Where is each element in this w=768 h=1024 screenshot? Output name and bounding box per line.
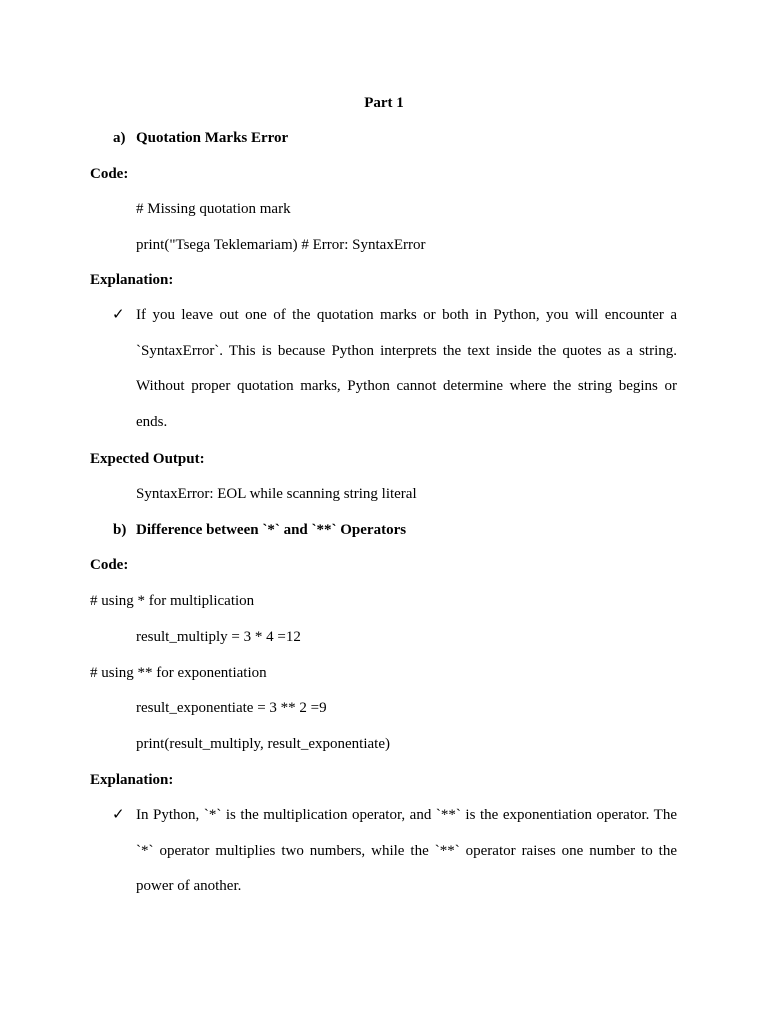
section-b-heading: Difference between `*` and `**` Operators [136,522,407,538]
page-title: Part 1 [364,95,404,111]
section-a-explanation-label: Explanation: [90,272,174,288]
section-a-expected-label: Expected Output: [90,451,205,467]
section-b-explanation-text: In Python, `*` is the multiplication operator, and `**` is the exponentiation operator. The `*` operator multiplies two numbers, while the `**` operator raises one number to the power of another. [136,807,677,894]
section-a-marker: a) [113,130,126,146]
section-b-marker: b) [113,522,127,538]
section-a-code-line-1: # Missing quotation mark [136,201,291,217]
section-a-explanation-text: If you leave out one of the quotation marks or both in Python, you will encounter a `SyntaxError`. This is because Python interprets the text inside the quotes as a string. Without proper quotation marks, Python cannot determine where the string begins or ends. [136,307,677,430]
section-b-code-line-2: result_exponentiate = 3 ** 2 =9 [136,700,327,716]
check-mark-icon: ✓ [112,307,125,323]
section-b-comment-1: # using * for multiplication [90,593,255,609]
section-a-code-label: Code: [90,166,129,182]
section-b-comment-2: # using ** for exponentiation [90,665,267,681]
section-b-code-line-1: result_multiply = 3 * 4 =12 [136,629,301,645]
section-a-heading: Quotation Marks Error [136,130,289,146]
section-b-explanation-label: Explanation: [90,772,174,788]
check-mark-icon: ✓ [112,807,125,823]
section-a-code-line-2: print("Tsega Teklemariam) # Error: SyntaxError [136,237,426,253]
section-a-expected-output: SyntaxError: EOL while scanning string literal [136,486,417,502]
section-b-code-line-3: print(result_multiply, result_exponentiate) [136,736,390,752]
section-b-code-label: Code: [90,557,129,573]
